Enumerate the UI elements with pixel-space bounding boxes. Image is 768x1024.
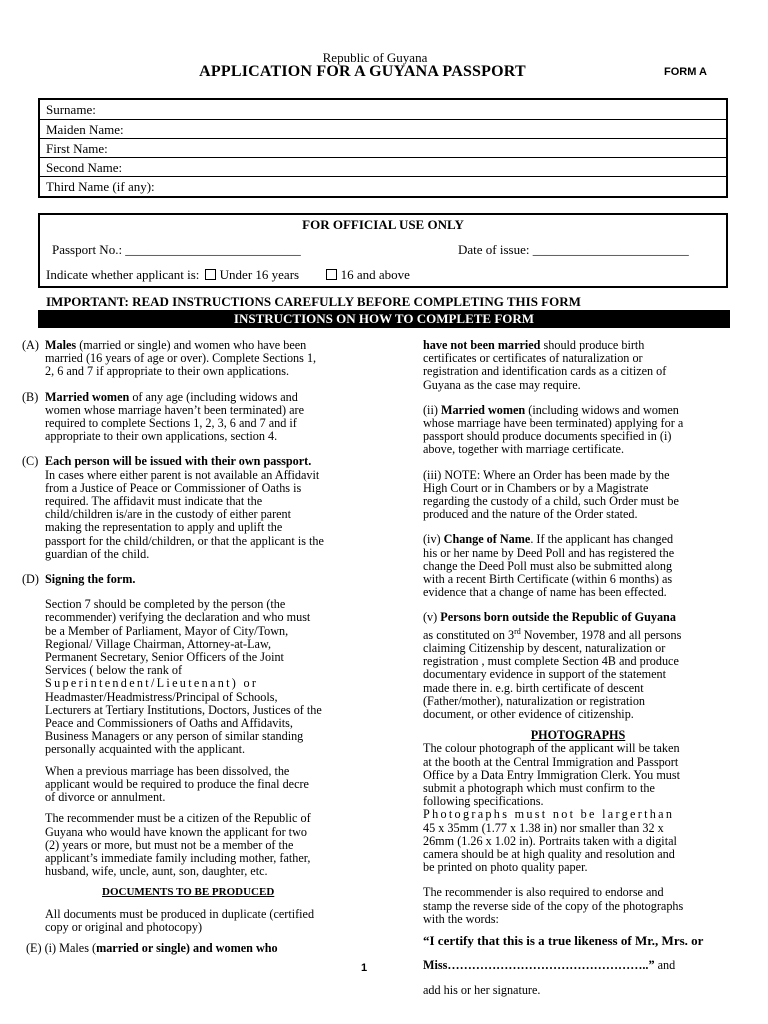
section-c-line: In cases where either parent is not available an Affidavit: [45, 467, 320, 482]
section-d-line: of divorce or annulment.: [45, 790, 166, 805]
section-d-line: Headmaster/Headmistress/Principal of Schools,: [45, 689, 278, 704]
section-d-bold: Signing the form.: [45, 572, 136, 587]
right-para-2-text: (including widows and women: [525, 402, 679, 417]
age-indicator-row: [46, 267, 410, 283]
right-para-4-pre: (iv): [423, 532, 444, 547]
surname-field[interactable]: Surname:: [46, 102, 96, 117]
section-d-line: applicant would be required to produce the final decre: [45, 776, 309, 791]
right-para-5-text-a: as constituted on 3: [423, 627, 515, 642]
official-use-box: [38, 213, 728, 288]
photo-line: at the booth at the Central Immigration and Passport: [423, 754, 679, 769]
section-d-line: Guyana who would have known the applicant for two: [45, 824, 307, 839]
name-fields-box: [38, 98, 728, 198]
right-line: regarding the custody of a child, such Order must be: [423, 494, 679, 509]
documents-heading-text: DOCUMENTS TO BE PRODUCED: [102, 886, 275, 899]
right-para-5-line-1: [423, 625, 733, 642]
section-d-line: Superintendent/Lieutenant) or: [45, 676, 259, 691]
section-c-line: from a Justice of Peace or Commissioner of Oaths is: [45, 480, 302, 495]
section-b-line: appropriate to their own applications, section 4.: [45, 429, 278, 444]
second-name-field[interactable]: Second Name:: [40, 157, 726, 176]
right-line: Guyana as the case may require.: [423, 377, 581, 392]
right-para-1-bold: have not been married: [423, 338, 541, 352]
section-b-line: women whose marriage haven’t been terminated) are: [45, 402, 304, 417]
section-d-line: The recommender must be a citizen of the Republic of: [45, 811, 311, 826]
section-e-label: (E): [26, 940, 42, 955]
section-d-line: applicant’s immediate family including mother, father,: [45, 850, 311, 865]
section-c-line: child/children is/are in the custody of either parent: [45, 507, 292, 522]
right-line: produced and the nature of the Order stated.: [423, 507, 638, 522]
miss-line: [423, 959, 733, 972]
section-d-line: When a previous marriage has been dissolved, the: [45, 763, 290, 778]
photo-line: be printed on photo quality paper.: [423, 860, 588, 875]
right-para-4-bold: Change of Name: [443, 532, 531, 547]
signature-line: add his or her signature.: [423, 983, 541, 998]
date-of-issue-field: Date of issue: ________________________: [458, 242, 689, 257]
photo-line: Photographs must not be largerthan: [423, 807, 675, 822]
section-d-line: Permanent Secretary, Senior Officers of the Joint: [45, 650, 284, 665]
right-line: with a recent Birth Certificate (within 6 months) as: [423, 572, 673, 587]
third-name-field[interactable]: Third Name (if any):: [40, 176, 726, 196]
section-b: [22, 391, 367, 404]
section-d-line: Regional/ Village Chairman, Attorney-at-Law,: [45, 636, 272, 651]
under-16-checkbox[interactable]: [205, 269, 216, 280]
instructions-right-column: [423, 339, 733, 998]
photo-line: The colour photograph of the applicant will be taken: [423, 741, 680, 756]
right-line: passport should produce documents specified in (i): [423, 429, 672, 444]
section-d-line: Business Managers or any person of similar standing: [45, 729, 304, 744]
section-a-label: (A): [22, 338, 39, 352]
right-para-1-text: should produce birth: [540, 338, 645, 352]
right-line: registration and identification cards as a citizen of: [423, 364, 667, 379]
16-and-above-checkbox[interactable]: [326, 269, 337, 280]
section-d-line: husband, wife, uncle, aunt, son, daughter, etc.: [45, 864, 268, 879]
recommender-line: with the words:: [423, 911, 499, 926]
section-c-line: required. The affidavit must indicate that the: [45, 494, 263, 509]
photo-line: Office by a Data Entry Immigration Clerk. You must: [423, 767, 681, 782]
16-and-above-label: 16 and above: [340, 267, 410, 282]
section-c: [22, 455, 367, 468]
important-notice: IMPORTANT: READ INSTRUCTIONS CAREFULLY BEFORE COMPLETING THIS FORM: [46, 294, 581, 309]
section-d-line: Lecturers at Tertiary Institutions, Doctors, Justices of the: [45, 702, 322, 717]
section-a-line: married (16 years of age or over). Complete Sections 1,: [45, 351, 317, 366]
right-line: made there in. e.g. birth certificate of descent: [423, 680, 644, 695]
right-para-4-text: . If the applicant has changed: [530, 532, 674, 547]
form-title: APPLICATION FOR A GUYANA PASSPORT: [199, 63, 526, 80]
right-line: his or her name by Deed Poll and has registered the: [423, 545, 675, 560]
right-line: High Court or in Chambers or by a Magistrate: [423, 480, 649, 495]
section-e-text: (i) Males (: [44, 940, 97, 955]
right-para-5-bold: Persons born outside the Republic of Guyana: [440, 610, 676, 625]
section-e-bold: married or single) and women who: [96, 940, 278, 955]
under-16-label: Under 16 years: [219, 267, 300, 282]
section-c-line: passport for the child/children, or that the applicant is the: [45, 533, 324, 548]
right-para-4: [423, 533, 733, 546]
documents-heading: [22, 886, 367, 899]
passport-no-field: Passport No.: ___________________________: [52, 242, 301, 257]
photo-line: following specifications.: [423, 794, 544, 809]
section-c-bold: Each person will be issued with their own passport.: [45, 454, 312, 469]
form-code: FORM A: [664, 66, 707, 78]
right-line: above, together with marriage certificate.: [423, 442, 624, 457]
right-para-5-text-b: November, 1978 and all persons: [520, 627, 682, 642]
section-c-line: making the representation to apply and uplift the: [45, 520, 283, 535]
page-number: 1: [361, 962, 368, 974]
section-a-bold: Males: [45, 338, 77, 352]
recommender-line: The recommender is also required to endorse and: [423, 885, 664, 900]
section-d-line: personally acquainted with the applicant.: [45, 742, 246, 757]
recommender-line: stamp the reverse side of the copy of the photographs: [423, 898, 684, 913]
photographs-heading-text: PHOTOGRAPHS: [530, 728, 626, 743]
right-para-5-pre: (v): [423, 610, 441, 625]
right-line: document, or other evidence of citizenship.: [423, 706, 634, 721]
section-d-line: recommender) verifying the declaration and who must: [45, 610, 311, 625]
section-d-line: Peace and Commissioners of Oaths and Affidavits,: [45, 716, 293, 731]
age-indicator-label: Indicate whether applicant is:: [46, 267, 200, 282]
photo-line: 26mm (1.26 x 1.02 in). Portraits taken with a digital: [423, 833, 677, 848]
photo-line: 45 x 35mm (1.77 x 1.38 in) nor smaller than 32 x: [423, 820, 664, 835]
section-e: [22, 942, 367, 955]
instructions-left-column: [22, 339, 367, 955]
instructions-bar: INSTRUCTIONS ON HOW TO COMPLETE FORM: [38, 310, 730, 328]
miss-and: and: [654, 958, 676, 973]
photo-line: camera should be at high quality and resolution and: [423, 846, 675, 861]
right-line: claiming Citizenship by descent, naturalization or: [423, 640, 666, 655]
right-line: (Father/mother), naturalization or registration: [423, 693, 646, 708]
section-b-label: (B): [22, 389, 39, 404]
section-b-line: required to complete Sections 1, 2, 3, 6 and 7 and if: [45, 416, 297, 431]
section-d-line: Services ( below the rank of: [45, 663, 183, 678]
first-name-field[interactable]: First Name:: [40, 138, 726, 157]
section-d: [22, 573, 367, 586]
section-b-bold: Married women: [45, 389, 130, 404]
right-para-2-pre: (ii): [423, 402, 441, 417]
section-d-label: (D): [22, 572, 39, 587]
right-line: whose marriage have been terminated) applying for a: [423, 416, 684, 431]
right-line: certificates or certificates of naturalization or: [423, 351, 643, 366]
section-b-text: of any age (including widows and: [129, 389, 298, 404]
right-line: (iii) NOTE: Where an Order has been made by the: [423, 467, 670, 482]
maiden-name-field[interactable]: Maiden Name:: [40, 119, 726, 138]
photo-line: submit a photograph which must confirm to the: [423, 780, 655, 795]
documents-line: copy or original and photocopy): [45, 919, 203, 934]
section-d-line: be a Member of Parliament, Mayor of City/Town,: [45, 623, 289, 638]
section-d-line: Section 7 should be completed by the person (the: [45, 597, 286, 612]
right-para-2-bold: Married women: [440, 402, 526, 417]
certify-statement: “I certify that this is a true likeness of Mr., Mrs. or: [423, 932, 704, 948]
section-c-line: guardian of the child.: [45, 546, 150, 561]
miss-dots: Miss…………………………………………..”: [423, 958, 655, 973]
section-c-label: (C): [22, 454, 39, 469]
section-a-line: 2, 6 and 7 if appropriate to their own applications.: [45, 364, 290, 379]
republic-heading: Republic of Guyana: [322, 50, 428, 65]
official-use-title: FOR OFFICIAL USE ONLY: [302, 217, 464, 232]
right-line: change the Deed Poll must also be submitted along: [423, 558, 673, 573]
right-para-5: [423, 611, 733, 624]
right-line: documentary evidence in support of the statement: [423, 667, 666, 682]
section-d-line: (2) years or more, but must not be a member of the: [45, 837, 294, 852]
documents-line: All documents must be produced in duplicate (certified: [45, 906, 315, 921]
right-line: registration , must complete Section 4B and produce: [423, 654, 679, 669]
ordinal-superscript: rd: [514, 626, 521, 636]
right-line: evidence that a change of name has been effected.: [423, 585, 667, 600]
section-a-text: (married or single) and women who have been: [76, 338, 307, 352]
